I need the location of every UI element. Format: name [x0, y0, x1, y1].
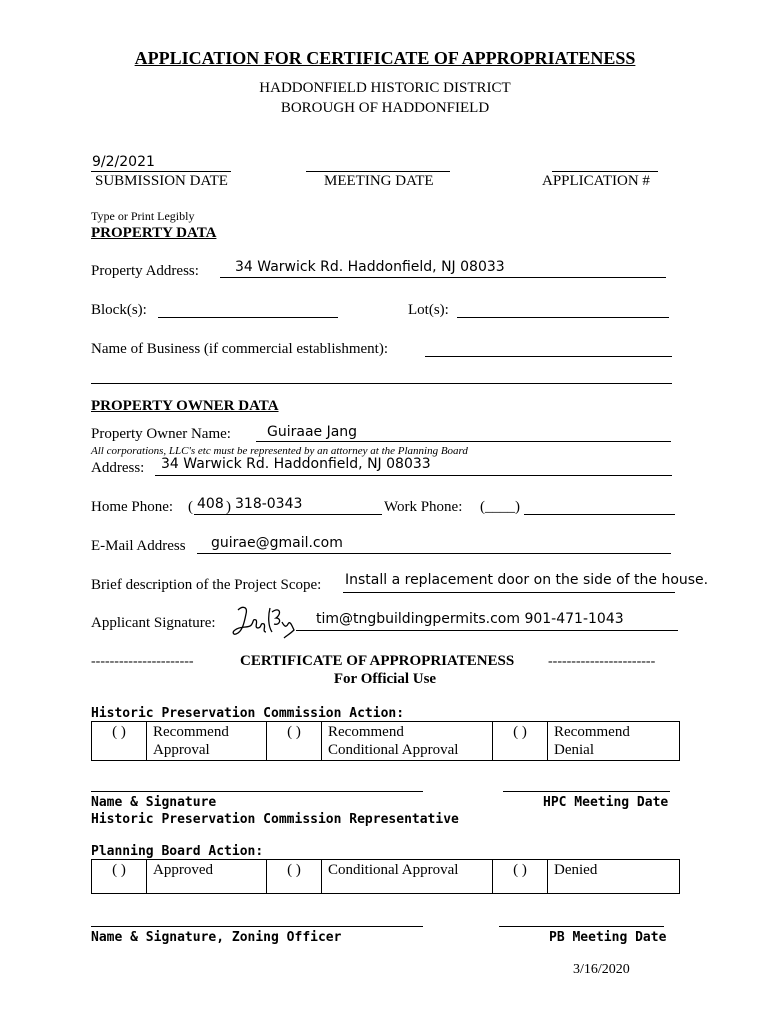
- submission-date-value[interactable]: 9/2/2021: [92, 154, 155, 170]
- certificate-divider-right: -----------------------: [548, 654, 656, 669]
- home-phone-close-paren: ): [226, 499, 231, 515]
- pb-option-conditional: Conditional Approval: [322, 860, 493, 894]
- hpc-option-approval: [147, 722, 267, 761]
- email-value[interactable]: guirae@gmail.com: [211, 535, 343, 551]
- project-scope-label: Brief description of the Project Scope:: [91, 577, 322, 593]
- owner-data-heading: PROPERTY OWNER DATA: [91, 398, 279, 414]
- meeting-date-line: [306, 171, 450, 172]
- official-use-label: For Official Use: [333, 671, 437, 687]
- form-title: APPLICATION FOR CERTIFICATE OF APPROPRIATENESS: [134, 48, 636, 68]
- hpc-option-approval-line1: Recommend: [153, 724, 229, 740]
- owner-name-line: [256, 441, 671, 442]
- applicant-signature-line: [296, 630, 678, 631]
- submission-date-line: [91, 171, 231, 172]
- property-address-line: [220, 277, 666, 278]
- pb-option-approved: Approved: [147, 860, 267, 894]
- hpc-action-heading: Historic Preservation Commission Action:: [91, 706, 405, 721]
- signature-contact-info[interactable]: tim@tngbuildingpermits.com 901-471-1043: [316, 611, 624, 627]
- project-scope-value[interactable]: Install a replacement door on the side of the house.: [345, 572, 709, 588]
- hpc-option-denial: [548, 722, 680, 761]
- certificate-title: CERTIFICATE OF APPROPRIATENESS: [240, 653, 515, 669]
- revision-date: 3/16/2020: [573, 962, 630, 977]
- hpc-meeting-date-label: HPC Meeting Date: [543, 795, 669, 810]
- zoning-officer-signature-field[interactable]: [91, 926, 423, 927]
- block-field[interactable]: [158, 317, 338, 318]
- application-number-label: APPLICATION #: [542, 173, 650, 189]
- application-number-line: [552, 171, 658, 172]
- home-phone-number[interactable]: 318-0343: [235, 496, 303, 512]
- hpc-option-approval-line2: Approval: [153, 742, 210, 758]
- certificate-divider-left: ----------------------: [91, 654, 194, 669]
- hpc-checkbox-conditional[interactable]: ( ): [267, 722, 322, 761]
- planning-board-table: [91, 859, 680, 894]
- project-scope-line: [343, 592, 675, 593]
- hpc-checkbox-denial[interactable]: ( ): [493, 722, 548, 761]
- borough-name: BOROUGH OF HADDONFIELD: [280, 100, 490, 116]
- home-phone-area-code[interactable]: 408: [197, 496, 224, 512]
- property-address-label: Property Address:: [91, 263, 199, 279]
- home-phone-line: [194, 514, 382, 515]
- meeting-date-label: MEETING DATE: [324, 173, 434, 189]
- zoning-officer-signature-label: Name & Signature, Zoning Officer: [91, 930, 342, 945]
- owner-name-value[interactable]: Guiraae Jang: [267, 424, 358, 440]
- owner-address-line: [155, 475, 672, 476]
- pb-meeting-date-label: PB Meeting Date: [549, 930, 667, 945]
- pb-checkbox-approved[interactable]: ( ): [92, 860, 147, 894]
- hpc-option-denial-line2: Denial: [554, 742, 594, 758]
- hpc-action-table: [91, 721, 680, 761]
- submission-date-label: SUBMISSION DATE: [95, 173, 228, 189]
- email-label: E-Mail Address: [91, 538, 186, 554]
- home-phone-open-paren: (: [188, 499, 193, 515]
- corporation-note: All corporations, LLC's etc must be represented by an attorney at the Planning Board: [91, 445, 468, 457]
- planning-board-heading: Planning Board Action:: [91, 844, 264, 859]
- email-line: [197, 553, 671, 554]
- applicant-signature-label: Applicant Signature:: [91, 615, 216, 631]
- district-name: HADDONFIELD HISTORIC DISTRICT: [259, 80, 511, 96]
- owner-address-label: Address:: [91, 460, 145, 476]
- pb-option-denied: Denied: [548, 860, 680, 894]
- owner-name-label: Property Owner Name:: [91, 426, 231, 442]
- hpc-option-denial-line1: Recommend: [554, 724, 630, 740]
- legibility-instruction: Type or Print Legibly: [91, 209, 195, 223]
- hpc-option-conditional-line1: Recommend: [328, 724, 404, 740]
- property-data-heading: PROPERTY DATA: [91, 225, 217, 241]
- pb-checkbox-denied[interactable]: ( ): [493, 860, 548, 894]
- work-phone-label: Work Phone:: [384, 499, 463, 515]
- owner-address-value[interactable]: 34 Warwick Rd. Haddonfield, NJ 08033: [161, 456, 431, 472]
- pb-meeting-date-field[interactable]: [499, 926, 664, 927]
- home-phone-label: Home Phone:: [91, 499, 174, 515]
- applicant-signature-image[interactable]: [232, 602, 298, 640]
- lot-field[interactable]: [457, 317, 669, 318]
- business-name-label: Name of Business (if commercial establishment):: [91, 341, 389, 357]
- hpc-checkbox-approval[interactable]: ( ): [92, 722, 147, 761]
- work-phone-area-code[interactable]: (____): [480, 499, 520, 515]
- hpc-option-conditional: [322, 722, 493, 761]
- pb-checkbox-conditional[interactable]: ( ): [267, 860, 322, 894]
- block-label: Block(s):: [91, 302, 147, 318]
- hpc-signature-label: Name & Signature: [91, 795, 217, 810]
- lot-label: Lot(s):: [408, 302, 449, 318]
- property-address-value[interactable]: 34 Warwick Rd. Haddonfield, NJ 08033: [235, 259, 505, 275]
- business-name-field-continued[interactable]: [91, 383, 672, 384]
- business-name-field[interactable]: [425, 356, 672, 357]
- work-phone-field[interactable]: [524, 514, 675, 515]
- hpc-signature-field[interactable]: [91, 791, 423, 792]
- hpc-representative-label: Historic Preservation Commission Representative: [91, 812, 459, 827]
- hpc-meeting-date-field[interactable]: [503, 791, 670, 792]
- hpc-option-conditional-line2: Conditional Approval: [328, 742, 459, 758]
